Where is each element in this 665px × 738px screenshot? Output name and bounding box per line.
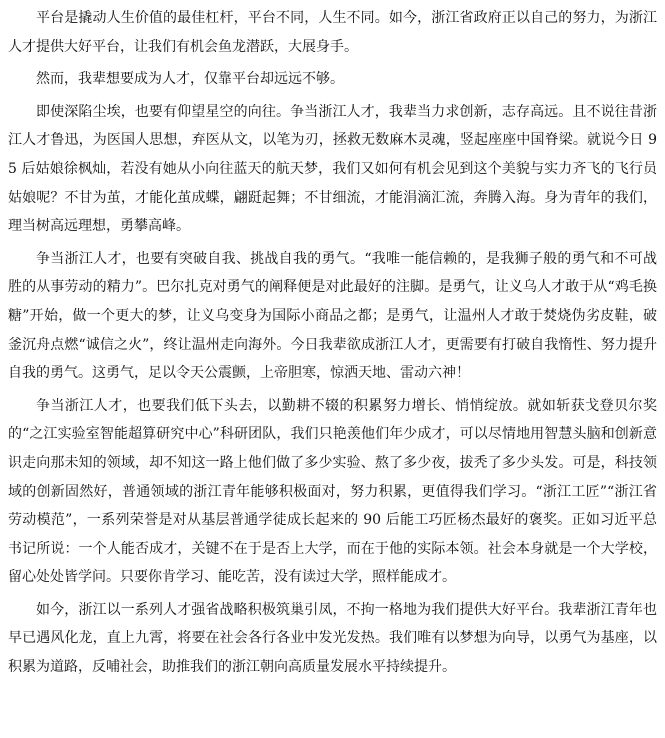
paragraph-4: 争当浙江人才，也要有突破自我、挑战自我的勇气。“我唯一能信赖的，是我狮子般的勇气和不可战胜的从事劳动的精力”。巴尔扎克对勇气的阐释便是对此最好的注脚。是勇气，让义乌人才敢于从“鸡毛换糖”开始，做一个更大的梦，让义乌变身为国际小商品之都；是勇气，让温州人才敢于焚烧伪劣皮鞋，破釜沉舟点燃“诚信之火”，终让温州走向海外。今日我辈欲成浙江人才，更需要有打破自我惰性、努力提升自我的勇气。这勇气，足以令天公震颤，上帝胆寒，惊洒天地、雷动六神！ [8, 250, 657, 382]
paragraph-6: 如今，浙江以一系列人才强省战略积极筑巢引凤，不拘一格地为我们提供大好平台。我辈浙江青年也早已遇风化龙，直上九霄，将要在社会各行各业中发光发热。我们唯有以梦想为向导，以勇气为基座，以积累为道路，反哺社会，助推我们的浙江朝向高质量发展水平持续提升。 [8, 601, 657, 676]
paragraph-1: 平台是撬动人生价值的最佳杠杆，平台不同，人生不同。如今，浙江省政府正以自己的努力，为浙江人才提供大好平台，让我们有机会鱼龙潜跃，大展身手。 [8, 10, 657, 55]
paragraph-2: 然而，我辈想要成为人才，仅靠平台却远远不够。 [36, 71, 344, 88]
paragraph-3: 即使深陷尘埃，也要有仰望星空的向往。争当浙江人才，我辈当力求创新，志存高远。且不说往昔浙江人才鲁迅，为医国人思想，弃医从文，以笔为刃，拯救无数麻木灵魂，竖起座座中国脊梁。就说今日 95 后姑娘徐枫灿，若没有她从小向往蓝天的航天梦，我们又如何有机会见到这个美貌与实力齐飞的飞行员姑娘呢？不甘为茧，才能化茧成蝶，翩跹起舞；不甘细流，才能涓滴汇流，奔腾入海。身为青年的我们，理当树高远理想，勇攀高峰。 [8, 103, 657, 235]
paragraph-5: 争当浙江人才，也要我们低下头去，以勤耕不辍的积累努力增长、悄悄绽放。就如斩获戈登贝尔奖的“之江实验室智能超算研究中心”科研团队，我们只艳羡他们年少成才，可以尽情地用智慧头脑和创新意识走向那未知的领域，却不知这一路上他们做了多少实验、熬了多少夜，拔秃了多少头发。可是，科技领域的创新固然好，普通领域的浙江青年能够积极面对，努力积累，更值得我们学习。“浙江工匠”“浙江省劳动模范”，一系列荣誉是对从基层普通学徒成长起来的 90 后能工巧匠杨杰最好的褒奖。正如习近平总书记所说：一个人能否成才，关键不在于是否上大学，而在于他的实际本领。社会本身就是一个大学校，留心处处皆学问。只要你肯学习、能吃苦，没有读过大学，照样能成才。 [8, 397, 657, 586]
